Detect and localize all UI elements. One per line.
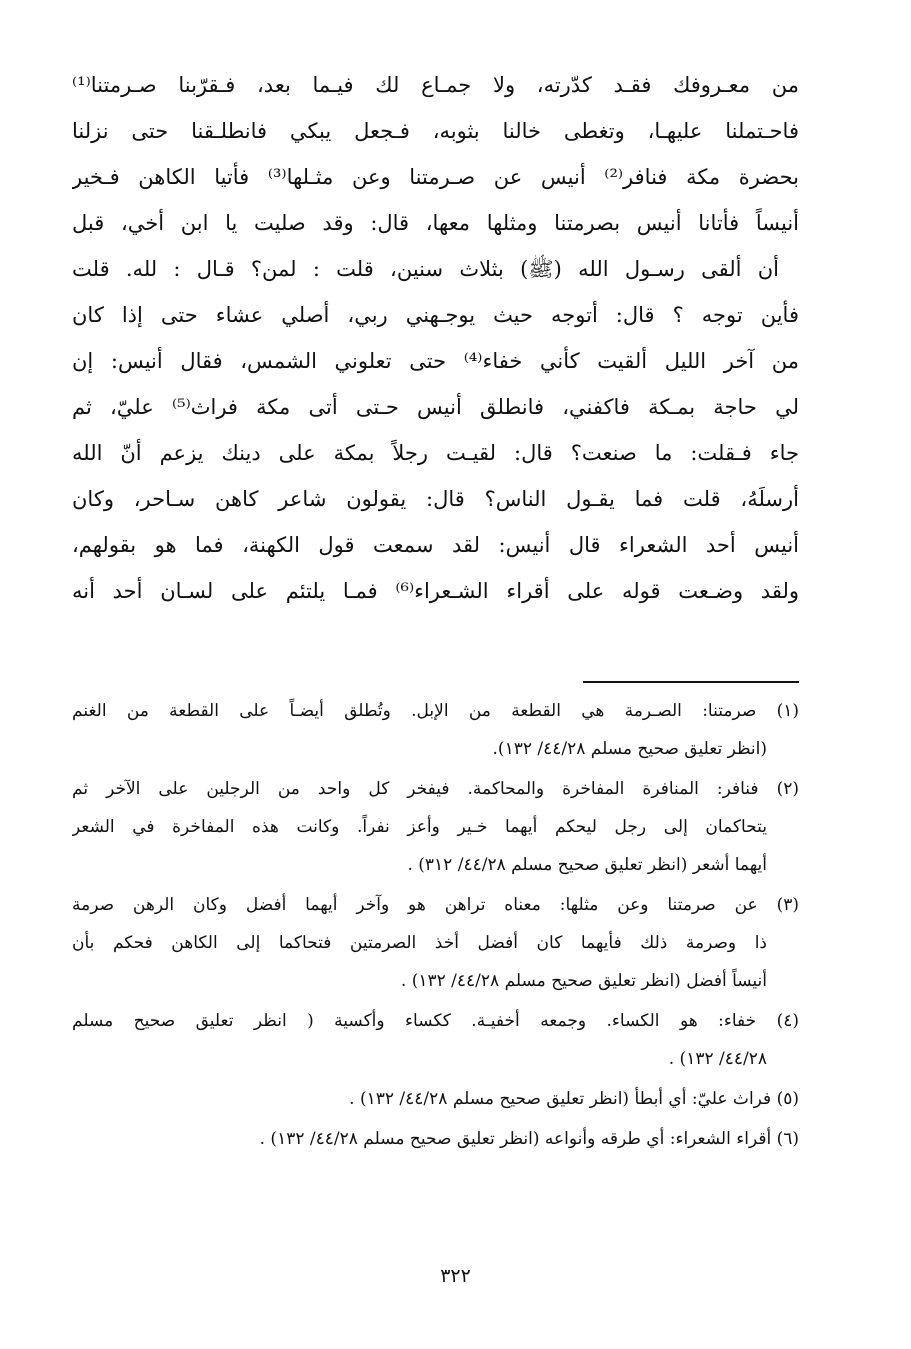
footnote-line: أنيساً أفضل (انظر تعليق صحيح مسلم ٤٤/٢٨/ ١٣٢) . <box>400 971 767 991</box>
text-line: أن ألقى رسـول الله (ﷺ) بثلاث سنين، قلت : لمن؟ قـال : لله. قلت <box>72 257 779 281</box>
text-line: جاء فـقلت: ما صنعت؟ قال: لقيـت رجلاً بمكة على دينك يزعم أنّ الله <box>72 441 799 465</box>
footnote-line: (٦) أقراء الشعراء: أي طرقه وأنواعه (انظر تعليق صحيح مسلم ٤٤/٢٨/ ١٣٢) . <box>259 1129 799 1149</box>
footnote-line: ٤٤/٢٨/ ١٣٢) . <box>668 1049 767 1069</box>
footnote-2 <box>72 770 799 884</box>
text-line: لي حاجة بمـكة فاكفني، فانطلق أنيس حـتى أتى مكة فراث⁽⁵⁾ عليّ، ثم <box>72 395 799 419</box>
page-number: ٣٢٢ <box>440 1265 471 1287</box>
footnote-5 <box>72 1080 799 1118</box>
footnote-line: (٢) فنافر: المنافرة المفاخرة والمحاكمة. فيفخر كل واحد من الرجلين على الآخر ثم <box>72 779 799 799</box>
footnote-line: أيهما أشعر (انظر تعليق صحيح مسلم ٤٤/٢٨/ ٣١٢) . <box>407 855 767 875</box>
footnote-line: (٥) فراث عليّ: أي أبطأ (انظر تعليق صحيح مسلم ٤٤/٢٨/ ١٣٢) . <box>349 1089 799 1109</box>
footnote-line: (٤) خفاء: هو الكساء. وجمعه أخفيـة. ككساء وأكسية ( انظر تعليق صحيح مسلم <box>72 1011 799 1031</box>
footnote-line: (١) صرمتنا: الصـرمة هي القطعة من الإبل. وتُطلق أيضـاً على القطعة من الغنم <box>72 701 799 721</box>
footnote-line: ذا وصرمة ذلك فأيهما كان أفضل أخذ الصرمتين فتحاكما إلى الكاهن فحكم بأن <box>72 933 767 953</box>
footnote-6 <box>72 1120 799 1158</box>
footnote-line: يتحاكمان إلى رجل ليحكم أيهما خـير وأعز نفراً. وكانت هذه المفاخرة في الشعر <box>72 817 767 837</box>
footnote-line: (٣) عن صرمتنا وعن مثلها: معناه تراهن هو وآخر أيهما أفضل وكان الرهن صرمة <box>72 895 799 915</box>
text-line: أرسلَهُ، قلت فما يقـول الناس؟ قال: يقولون شاعر كاهن سـاحر، وكان <box>72 487 799 511</box>
footnote-line: (انظر تعليق صحيح مسلم ٤٤/٢٨/ ١٣٢). <box>492 739 767 759</box>
footnote-4 <box>72 1002 799 1078</box>
main-text <box>72 62 799 614</box>
text-line: من معـروفك فقـد كدّرته، ولا جمـاع لك فيـما بعد، فـقرّبنا صـرمتنا⁽¹⁾ <box>72 73 799 97</box>
text-line: ولقد وضـعت قوله على أقراء الشـعراء⁽⁶⁾ فمـا يلتئم على لسـان أحد أنه <box>72 579 799 603</box>
footnote-3 <box>72 886 799 1000</box>
text-line: بحضرة مكة فنافر⁽²⁾ أنيس عن صـرمتنا وعن مثـلها⁽³⁾ فأتيا الكاهن فـخير <box>72 165 799 189</box>
text-line: أنيس أحد الشعراء قال أنيس: لقد سمعت قول الكهنة، فما هو بقولهم، <box>72 533 799 557</box>
footnotes <box>72 692 799 1160</box>
text-line: من آخر الليل ألقيت كأني خفاء⁽⁴⁾ حتى تعلوني الشمس، فقال أنيس: إن <box>72 349 799 373</box>
text-line: فاحـتملنا عليهـا، وتغطى خالنا بثوبه، فـجعل يبكي فانطلـقنا حتى نزلنا <box>72 119 799 143</box>
footnote-1 <box>72 692 799 768</box>
text-line: فأين توجه ؟ قال: أتوجه حيث يوجـهني ربي، أصلي عشاء حتى إذا كان <box>72 303 799 327</box>
text-line: أنيساً فأتانا أنيس بصرمتنا ومثلها معها، قال: وقد صليت يا ابن أخي، قبل <box>72 211 799 235</box>
footnote-divider <box>583 681 799 683</box>
